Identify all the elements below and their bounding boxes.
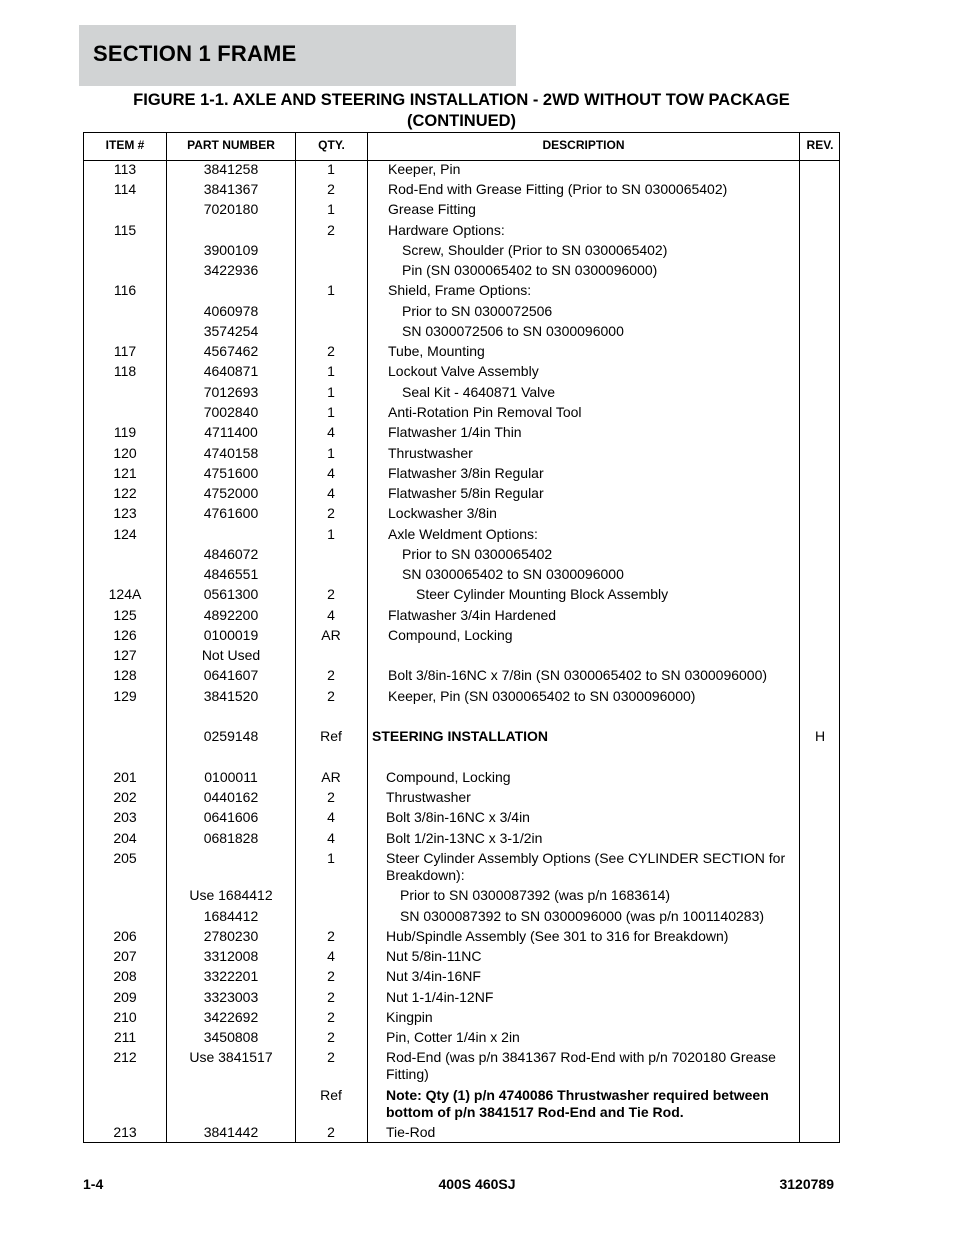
description-cell: Flatwasher 3/8in Regular bbox=[388, 465, 544, 481]
description-cell: Nut 1-1/4in-12NF bbox=[386, 989, 494, 1005]
qty-cell: 1 bbox=[327, 384, 335, 400]
description-cell: Hardware Options: bbox=[388, 222, 505, 238]
description-cell: Flatwasher 3/4in Hardened bbox=[388, 607, 557, 623]
qty-cell: 2 bbox=[327, 181, 335, 197]
qty-cell: 1 bbox=[327, 526, 335, 542]
item-cell: 123 bbox=[113, 505, 137, 521]
part-number-cell: 3450808 bbox=[203, 1029, 259, 1045]
description-cell: Anti-Rotation Pin Removal Tool bbox=[388, 404, 582, 420]
qty-cell: 2 bbox=[327, 222, 335, 238]
item-cell: 116 bbox=[113, 282, 137, 298]
qty-cell: 4 bbox=[327, 607, 335, 623]
item-cell: 210 bbox=[113, 1009, 137, 1025]
item-cell: 125 bbox=[113, 607, 137, 623]
description-cell: Thrustwasher bbox=[386, 789, 471, 805]
parts-table bbox=[83, 132, 840, 1143]
item-cell: 113 bbox=[113, 161, 137, 177]
item-cell: 120 bbox=[113, 445, 137, 461]
description-cell: Prior to SN 0300065402 bbox=[402, 546, 553, 562]
qty-cell: 2 bbox=[327, 1029, 335, 1045]
part-number-cell: 4846551 bbox=[203, 566, 259, 582]
section-title: SECTION 1 FRAME bbox=[93, 41, 297, 66]
item-cell: 119 bbox=[113, 424, 137, 440]
description-cell: SN 0300087392 to SN 0300096000 (was p/n 1001140283) bbox=[400, 908, 765, 924]
description-cell: Steer Cylinder Assembly Options (See CYLINDER SECTION for Breakdown): bbox=[386, 850, 786, 883]
part-number-cell: 4567462 bbox=[203, 343, 259, 359]
qty-cell: 2 bbox=[327, 1049, 335, 1065]
item-cell: 129 bbox=[113, 688, 137, 704]
description-cell: Seal Kit - 4640871 Valve bbox=[402, 384, 556, 400]
part-number-cell: 3841520 bbox=[203, 688, 259, 704]
part-number-cell: 0100011 bbox=[204, 769, 258, 785]
part-number-cell: 3323003 bbox=[203, 989, 259, 1005]
description-cell: Screw, Shoulder (Prior to SN 0300065402) bbox=[402, 242, 668, 258]
description-cell: Compound, Locking bbox=[386, 769, 511, 785]
item-cell: 118 bbox=[113, 363, 137, 379]
qty-cell: 1 bbox=[327, 201, 335, 217]
qty-cell: 1 bbox=[327, 445, 335, 461]
description-cell: Rod-End with Grease Fitting (Prior to SN 0300065402) bbox=[388, 181, 728, 197]
description-cell: Tie-Rod bbox=[386, 1124, 436, 1140]
qty-cell: AR bbox=[321, 769, 341, 785]
part-number-cell: 0259148 bbox=[203, 728, 259, 744]
header-part-number: PART NUMBER bbox=[187, 138, 275, 152]
part-number-cell: Use 3841517 bbox=[189, 1049, 273, 1065]
qty-cell: 2 bbox=[327, 505, 335, 521]
item-cell: 211 bbox=[113, 1029, 137, 1045]
item-cell: 202 bbox=[113, 789, 137, 805]
qty-cell: 2 bbox=[327, 989, 335, 1005]
section-banner bbox=[79, 25, 516, 86]
qty-cell: 4 bbox=[327, 485, 335, 501]
qty-cell: 2 bbox=[327, 688, 335, 704]
item-cell: 205 bbox=[113, 850, 137, 866]
part-number-cell: Not Used bbox=[201, 647, 261, 663]
qty-cell: Ref bbox=[320, 728, 342, 744]
rev-cell: H bbox=[814, 728, 826, 744]
qty-cell: 2 bbox=[327, 789, 335, 805]
qty-cell: 4 bbox=[327, 809, 335, 825]
qty-cell: 1 bbox=[327, 282, 335, 298]
qty-cell: 4 bbox=[327, 424, 335, 440]
part-number-cell: 0681828 bbox=[203, 830, 259, 846]
description-cell: Kingpin bbox=[386, 1009, 433, 1025]
description-cell: Flatwasher 1/4in Thin bbox=[388, 424, 522, 440]
part-number-cell: 4761600 bbox=[203, 505, 259, 521]
figure-title bbox=[83, 90, 840, 132]
qty-cell: 2 bbox=[327, 586, 335, 602]
item-cell: 122 bbox=[113, 485, 137, 501]
figure-title-line2: (CONTINUED) bbox=[406, 112, 517, 130]
description-cell: Prior to SN 0300087392 (was p/n 1683614) bbox=[400, 887, 671, 903]
item-cell: 127 bbox=[113, 647, 137, 663]
description-cell: SN 0300065402 to SN 0300096000 bbox=[402, 566, 624, 582]
qty-cell: Ref bbox=[320, 1087, 342, 1103]
part-number-cell: 4846072 bbox=[203, 546, 259, 562]
figure-title-line1: FIGURE 1-1. AXLE AND STEERING INSTALLATION - 2WD WITHOUT TOW PACKAGE bbox=[133, 91, 790, 109]
qty-cell: 4 bbox=[327, 830, 335, 846]
description-cell: Axle Weldment Options: bbox=[388, 526, 538, 542]
description-cell: Nut 5/8in-11NC bbox=[386, 948, 482, 964]
part-number-cell: 3574254 bbox=[203, 323, 259, 339]
footer-page-number: 1-4 bbox=[83, 1176, 104, 1192]
item-cell: 121 bbox=[113, 465, 137, 481]
part-number-cell: 7020180 bbox=[203, 201, 259, 217]
item-cell: 124A bbox=[108, 586, 142, 602]
item-cell: 208 bbox=[113, 968, 137, 984]
item-cell: 204 bbox=[113, 830, 137, 846]
qty-cell: 1 bbox=[327, 363, 335, 379]
column-divider bbox=[166, 133, 167, 1142]
item-cell: 209 bbox=[113, 989, 137, 1005]
part-number-cell: Use 1684412 bbox=[189, 887, 273, 903]
description-cell: Steer Cylinder Mounting Block Assembly bbox=[416, 586, 669, 602]
qty-cell: 2 bbox=[327, 968, 335, 984]
qty-cell: 2 bbox=[327, 928, 335, 944]
part-number-cell: 4740158 bbox=[203, 445, 259, 461]
description-cell: Keeper, Pin (SN 0300065402 to SN 0300096000) bbox=[388, 688, 696, 704]
item-cell: 115 bbox=[113, 222, 137, 238]
item-cell: 203 bbox=[113, 809, 137, 825]
part-number-cell: 3900109 bbox=[203, 242, 259, 258]
item-cell: 213 bbox=[113, 1124, 137, 1140]
part-number-cell: 0641606 bbox=[203, 809, 259, 825]
description-cell: Pin (SN 0300065402 to SN 0300096000) bbox=[402, 262, 658, 278]
part-number-cell: 1684412 bbox=[203, 908, 259, 924]
description-cell: Grease Fitting bbox=[388, 201, 476, 217]
item-cell: 212 bbox=[113, 1049, 137, 1065]
description-cell: Lockwasher 3/8in bbox=[388, 505, 497, 521]
part-number-cell: 4752000 bbox=[203, 485, 259, 501]
qty-cell: 2 bbox=[327, 1124, 335, 1140]
item-cell: 114 bbox=[113, 181, 137, 197]
qty-cell: 2 bbox=[327, 667, 335, 683]
part-number-cell: 0440162 bbox=[203, 789, 259, 805]
part-number-cell: 7012693 bbox=[203, 384, 259, 400]
qty-cell: 1 bbox=[327, 404, 335, 420]
description-cell: Prior to SN 0300072506 bbox=[402, 303, 553, 319]
part-number-cell: 4751600 bbox=[203, 465, 259, 481]
description-cell: Keeper, Pin bbox=[388, 161, 461, 177]
description-cell: Tube, Mounting bbox=[388, 343, 485, 359]
column-divider bbox=[367, 133, 368, 1142]
part-number-cell: 3422936 bbox=[203, 262, 259, 278]
part-number-cell: 4060978 bbox=[203, 303, 259, 319]
item-cell: 201 bbox=[113, 769, 137, 785]
part-number-cell: 2780230 bbox=[203, 928, 259, 944]
description-cell: Shield, Frame Options: bbox=[388, 282, 532, 298]
description-cell: Bolt 3/8in-16NC x 7/8in (SN 0300065402 to SN 0300096000) bbox=[388, 667, 768, 683]
header-qty: QTY. bbox=[318, 138, 345, 152]
description-cell: Bolt 3/8in-16NC x 3/4in bbox=[386, 809, 530, 825]
description-cell: Lockout Valve Assembly bbox=[388, 363, 539, 379]
description-cell: STEERING INSTALLATION bbox=[372, 728, 549, 744]
description-cell: Thrustwasher bbox=[388, 445, 473, 461]
qty-cell: 2 bbox=[327, 343, 335, 359]
qty-cell: 2 bbox=[327, 1009, 335, 1025]
part-number-cell: 0561300 bbox=[203, 586, 259, 602]
qty-cell: AR bbox=[321, 627, 341, 643]
header-rev: REV. bbox=[806, 138, 834, 152]
part-number-cell: 3322201 bbox=[203, 968, 259, 984]
footer-model: 400S 460SJ bbox=[438, 1176, 516, 1192]
part-number-cell: 7002840 bbox=[203, 404, 259, 420]
part-number-cell: 4892200 bbox=[203, 607, 259, 623]
qty-cell: 4 bbox=[327, 465, 335, 481]
description-cell: Nut 3/4in-16NF bbox=[386, 968, 481, 984]
item-cell: 126 bbox=[113, 627, 137, 643]
description-cell: SN 0300072506 to SN 0300096000 bbox=[402, 323, 624, 339]
column-divider bbox=[799, 133, 800, 1142]
item-cell: 117 bbox=[113, 343, 137, 359]
part-number-cell: 0641607 bbox=[203, 667, 259, 683]
part-number-cell: 3312008 bbox=[203, 948, 259, 964]
header-description: DESCRIPTION bbox=[542, 138, 625, 152]
header-item: ITEM # bbox=[105, 138, 145, 152]
description-cell: Note: Qty (1) p/n 4740086 Thrustwasher required between bottom of p/n 3841517 Rod-End and Tie Rod. bbox=[386, 1087, 769, 1120]
part-number-cell: 4711400 bbox=[204, 424, 258, 440]
item-cell: 124 bbox=[113, 526, 137, 542]
part-number-cell: 4640871 bbox=[203, 363, 259, 379]
part-number-cell: 3841442 bbox=[203, 1124, 259, 1140]
part-number-cell: 3841367 bbox=[203, 181, 259, 197]
qty-cell: 1 bbox=[327, 850, 335, 866]
description-cell: Rod-End (was p/n 3841367 Rod-End with p/n 7020180 Grease Fitting) bbox=[386, 1049, 776, 1082]
description-cell: Flatwasher 5/8in Regular bbox=[388, 485, 544, 501]
qty-cell: 1 bbox=[327, 161, 335, 177]
item-cell: 207 bbox=[113, 948, 137, 964]
part-number-cell: 0100019 bbox=[203, 627, 259, 643]
part-number-cell: 3841258 bbox=[203, 161, 259, 177]
description-cell: Hub/Spindle Assembly (See 301 to 316 for Breakdown) bbox=[386, 928, 729, 944]
qty-cell: 4 bbox=[327, 948, 335, 964]
item-cell: 206 bbox=[113, 928, 137, 944]
part-number-cell: 3422692 bbox=[203, 1009, 259, 1025]
description-cell: Compound, Locking bbox=[388, 627, 513, 643]
description-cell: Bolt 1/2in-13NC x 3-1/2in bbox=[386, 830, 543, 846]
item-cell: 128 bbox=[113, 667, 137, 683]
description-cell: Pin, Cotter 1/4in x 2in bbox=[386, 1029, 520, 1045]
footer-doc-number: 3120789 bbox=[779, 1176, 834, 1192]
